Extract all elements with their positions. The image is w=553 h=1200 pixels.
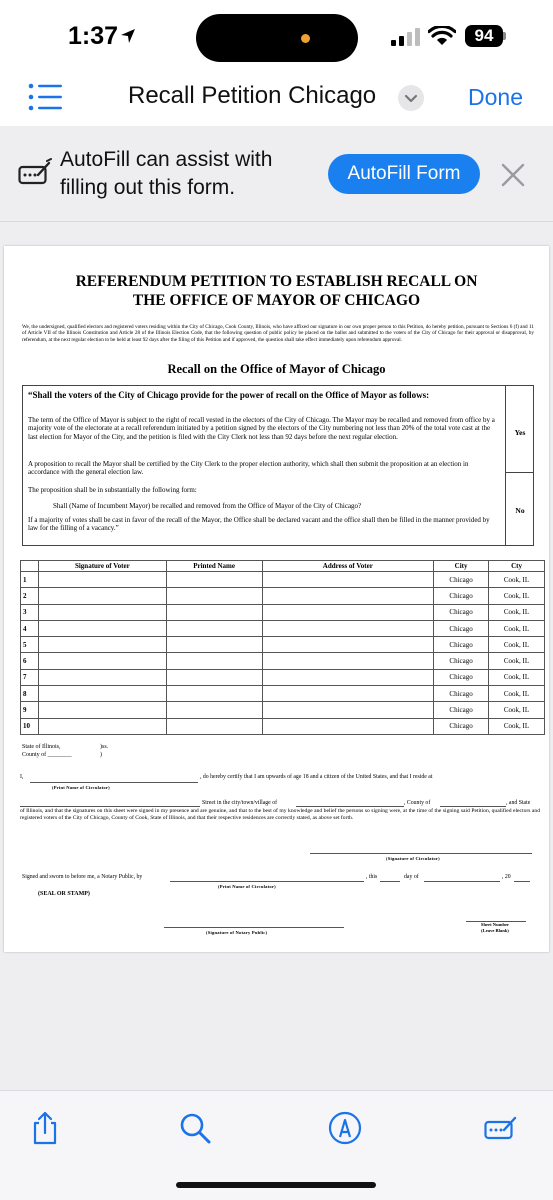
printed-name-cell[interactable] [166,669,262,685]
col-printed-name: Printed Name [166,561,262,572]
notary-signature-field[interactable] [164,927,344,928]
question-heading: “Shall the voters of the City of Chicago provide for the power of recall on the Office of Mayor as follows: [28,390,430,400]
table-row [21,669,545,685]
col-signature: Signature of Voter [38,561,166,572]
printed-name-cell[interactable] [166,702,262,718]
share-icon[interactable] [28,1111,62,1145]
done-button[interactable]: Done [468,84,523,110]
city-cell: Chicago [434,572,489,588]
city-cell: Chicago [434,588,489,604]
address-cell[interactable] [262,604,434,620]
address-cell[interactable] [262,669,434,685]
status-bar [0,0,553,72]
city-cell: Chicago [434,653,489,669]
address-cell[interactable] [262,620,434,636]
table-row [21,718,545,734]
row-number: 1 [21,572,39,588]
county-cell: Cook, IL [489,669,545,685]
county-field[interactable] [440,806,506,807]
year-label: , 20 [502,874,511,880]
question-paragraph-3: The proposition shall be in substantially the following form: [28,486,197,494]
state-line: State of Illinois, [22,744,61,750]
autofill-form-button[interactable]: AutoFill Form [328,154,480,194]
autofill-icon[interactable] [484,1111,518,1145]
pdf-page[interactable] [4,246,549,952]
col-city: City [434,561,489,572]
address-cell[interactable] [262,637,434,653]
state-block [22,743,72,759]
notary-line [22,874,542,880]
dynamic-island [196,14,358,62]
home-indicator[interactable] [176,1182,376,1188]
petition-title-line2: THE OFFICE OF MAYOR OF CHICAGO [132,292,421,309]
and-state-label: , and State [506,800,531,806]
certification-body: of Illinois, and that the signatures on this sheet were signed in my presence and are genuine, and that to the best of my knowledge and belief the persons so signing were, at the time of the signing said Petition, qualified electors and registered voters of the City of Chicago, County of Cook, State of Illinois, and that their respective residences are correctly stated, as above set forth. [20,808,540,821]
street-label: Street in the city/town/village of [202,800,278,806]
table-row [21,604,545,620]
city-cell: Chicago [434,637,489,653]
printed-name-cell[interactable] [166,572,262,588]
close-icon[interactable] [500,162,526,188]
printed-name-cell[interactable] [166,620,262,636]
chevron-down-icon [398,85,424,111]
recall-subtitle: Recall on the Office of Mayor of Chicago [167,362,386,376]
county-line: County of ________ [22,752,72,758]
row-number: 2 [21,588,39,604]
autofill-message: AutoFill can assist with filling out this form. [60,148,273,199]
table-row [21,702,545,718]
row-number: 9 [21,702,39,718]
col-county: Cty [489,561,545,572]
battery-nub [503,32,506,40]
signature-cell[interactable] [38,718,166,734]
city-cell: Chicago [434,669,489,685]
printed-name-cell[interactable] [166,588,262,604]
ss-bracket-line1: )ss. [100,744,109,750]
address-cell[interactable] [262,653,434,669]
signature-cell[interactable] [38,653,166,669]
address-cell[interactable] [262,572,434,588]
printed-name-cell[interactable] [166,604,262,620]
clock: 1:37 [68,22,119,50]
printed-name-cell[interactable] [166,637,262,653]
year-field[interactable] [514,881,530,882]
question-box [22,385,534,546]
col-address: Address of Voter [262,561,434,572]
table-row [21,620,545,636]
city-cell: Chicago [434,604,489,620]
this-label: , this [366,874,378,880]
vote-column-divider [505,386,506,545]
printed-name-cell[interactable] [166,653,262,669]
city-cell: Chicago [434,686,489,702]
address-cell[interactable] [262,588,434,604]
wifi-icon [428,26,456,46]
county-cell: Cook, IL [489,718,545,734]
location-arrow-icon [120,28,136,44]
certification-line [20,774,540,781]
signature-table-header [21,561,545,572]
signature-cell[interactable] [38,604,166,620]
petition-title-line1: REFERENDUM PETITION TO ESTABLISH RECALL ON [75,273,478,290]
document-title[interactable]: Recall Petition Chicago [128,82,377,109]
sworn-text: Signed and sworn to before me, a Notary Public, by [22,874,143,880]
signature-cell[interactable] [38,637,166,653]
yes-label: Yes [514,428,526,437]
signature-cell[interactable] [38,588,166,604]
ss-bracket [100,743,108,759]
row-number: 6 [21,653,39,669]
table-row [21,588,545,604]
street-field[interactable] [20,806,200,807]
row-number: 8 [21,686,39,702]
county-cell: Cook, IL [489,572,545,588]
county-cell: Cook, IL [489,653,545,669]
printed-name-cell[interactable] [166,686,262,702]
county-of-label: , County of [404,800,431,806]
address-cell[interactable] [262,718,434,734]
day-of-label: day of [404,874,419,880]
form-fill-icon [18,158,52,188]
circulator-signature-label: (Signature of Circulator) [386,856,440,861]
notary-signature-label: (Signature of Notary Public) [206,930,268,935]
signature-cell[interactable] [38,620,166,636]
county-cell: Cook, IL [489,588,545,604]
county-cell: Cook, IL [489,604,545,620]
autofill-banner [0,126,553,222]
outline-list-icon[interactable] [28,82,62,112]
city-field[interactable] [296,806,404,807]
row-number: 7 [21,669,39,685]
notary-circulator-field[interactable] [170,881,364,882]
sheet-number-label: Sheet Number [480,922,510,927]
city-cell: Chicago [434,718,489,734]
signature-table [20,560,545,735]
navigation-bar [0,72,553,126]
ss-bracket-line2: ) [100,752,102,758]
county-cell: Cook, IL [489,637,545,653]
question-paragraph-5: If a majority of votes shall be cast in favor of the recall of the Mayor, the Office shall be declared vacant and the office shall then be filled in the manner provided by law for the filling of a vacancy.” [28,516,490,533]
col-number [21,561,39,572]
signature-cell[interactable] [38,686,166,702]
battery-indicator: 94 [465,25,503,47]
cert-text: , do hereby certify that I am upwards of age 18 and a citizen of the United States, and that I reside at [200,774,433,780]
signature-cell[interactable] [38,572,166,588]
day-field[interactable] [380,881,400,882]
address-cell[interactable] [262,686,434,702]
circulator-signature-field[interactable] [310,853,532,854]
vote-row-divider [505,472,533,473]
privacy-dot [301,34,310,43]
question-paragraph-1: The term of the Office of Mayor is subject to the right of recall vested in the electors of the City of Chicago. The Mayor may be recalled and removed from office by a majority vote of the electorate at a recall referendum initiated by a petition signed by the electors of the City numbering not less than 20% of the total vote cast at the last election for Mayor of the City, and the petition is filed with the City Clerk not less than 92 days before the next regular election. [28,416,495,441]
seal-label: (SEAL OR STAMP) [38,891,90,897]
county-cell: Cook, IL [489,702,545,718]
title-menu-button[interactable] [398,85,424,111]
address-cell[interactable] [262,702,434,718]
leave-blank-label: (Leave Blank) [481,928,509,933]
notary-print-name-label: (Print Name of Circulator) [218,884,276,889]
sheet-number-block [460,922,530,934]
question-paragraph-2: A proposition to recall the Mayor shall be certified by the City Clerk to the proper election authority, which shall then submit the proposition at an election in accordance with the general election law. [28,460,469,477]
row-number: 10 [21,718,39,734]
no-label: No [515,506,525,515]
circulator-name-label: (Print Name of Circulator) [52,785,110,790]
month-field[interactable] [424,881,500,882]
city-cell: Chicago [434,702,489,718]
question-paragraph-4: Shall (Name of Incumbent Mayor) be recalled and removed from the Office of Mayor of the City of Chicago? [53,502,362,510]
county-cell: Cook, IL [489,620,545,636]
circulator-name-field[interactable] [30,782,198,783]
cert-i: I, [20,774,24,780]
row-number: 4 [21,620,39,636]
table-row [21,653,545,669]
county-cell: Cook, IL [489,686,545,702]
search-icon[interactable] [178,1111,212,1145]
city-cell: Chicago [434,620,489,636]
intro-paragraph: We, the undersigned, qualified electors and registered voters residing within the City of Chicago, Cook County, Illinois, who have affixed our signature in our own proper person to this Petition, do hereby petition, pursuant to Sections 6 (f) and 11 of Article VII of the Illinois Constitution and Article 28 of the Illinois Election Code, that the following question of public policy be placed on the ballot and submitted to the voters of the City of Chicago for their approval or disapproval, by referendum, at the next regular election to be held at least 92 days after the filing of this Petition and if approved, the question shall take effect immediately upon referendum approval. [22,324,534,343]
table-row [21,572,545,588]
table-row [21,637,545,653]
signature-cell[interactable] [38,702,166,718]
row-number: 3 [21,604,39,620]
cellular-signal-icon [391,28,421,46]
signature-cell[interactable] [38,669,166,685]
petition-title [4,272,549,310]
row-number: 5 [21,637,39,653]
markup-icon[interactable] [328,1111,362,1145]
table-row [21,686,545,702]
printed-name-cell[interactable] [166,718,262,734]
